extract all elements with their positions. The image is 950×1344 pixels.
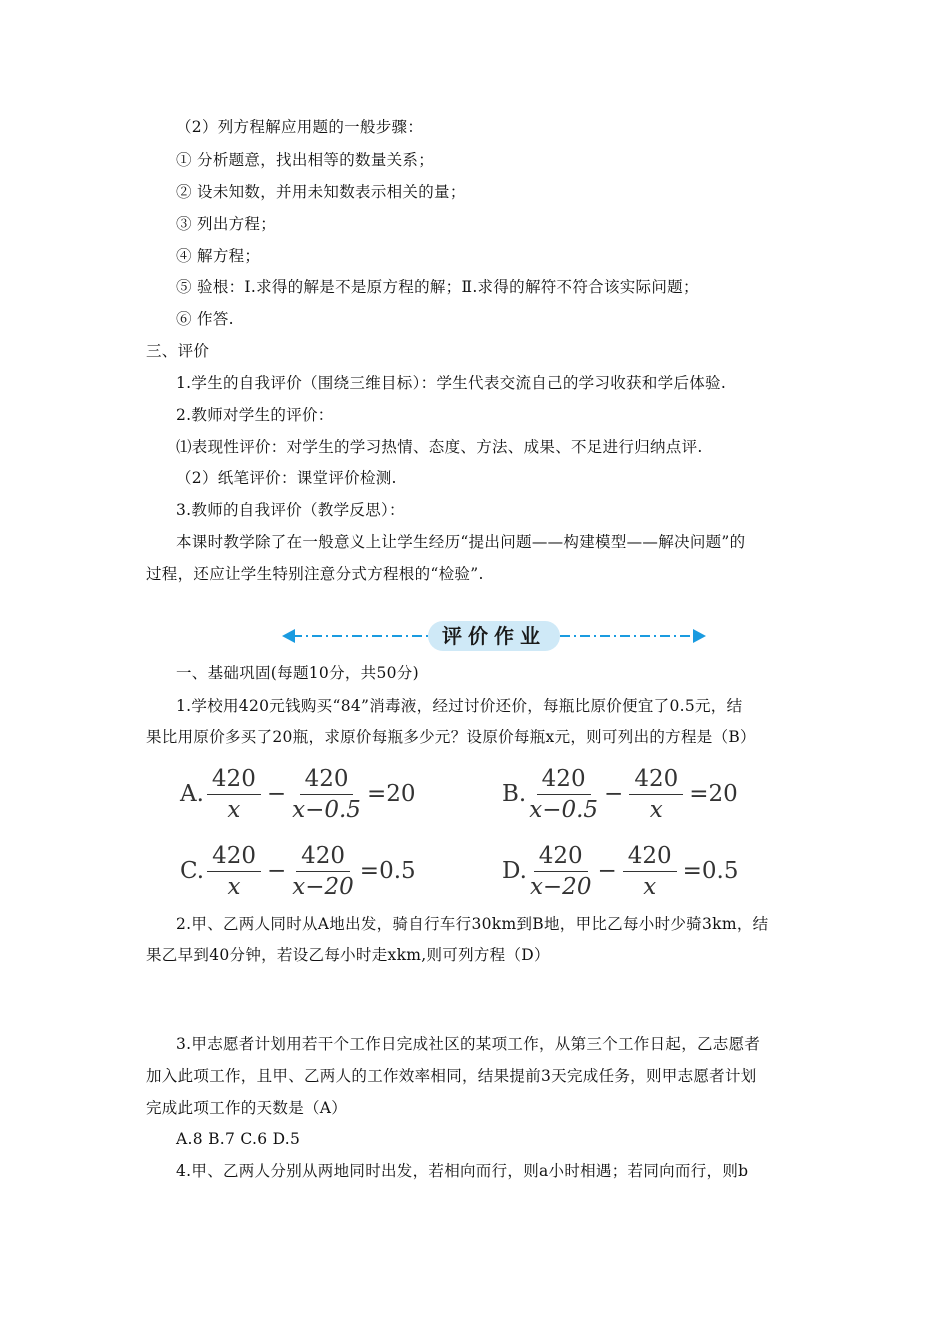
numerator: 420 [534, 843, 588, 872]
numerator: 420 [207, 843, 261, 872]
minus-sign: − [597, 858, 617, 884]
option-c [180, 836, 419, 906]
denominator-text: x [227, 873, 241, 900]
minus-sign: − [266, 781, 287, 807]
numerator: 420 [629, 766, 683, 795]
banner-title: 评价作业 [442, 624, 546, 648]
fraction [530, 843, 592, 900]
denominator [650, 795, 663, 823]
step-item: ② 设未知数，并用未知数表示相关的量； [176, 183, 466, 201]
step-item: ③ 列出方程； [176, 215, 277, 233]
equation-rhs: =20 [689, 781, 738, 807]
step-item: ④ 解方程； [176, 247, 261, 265]
fraction [629, 766, 683, 823]
denominator-text: x−20 [292, 873, 354, 900]
equation-rhs: =0.5 [682, 858, 739, 884]
denominator [292, 872, 354, 900]
denominator-text: x [643, 873, 657, 900]
step-item: ⑥ 作答. [176, 310, 234, 328]
option-b [502, 759, 741, 829]
equation-rhs: =0.5 [359, 858, 416, 884]
fraction [623, 843, 677, 900]
denominator-text: x [227, 796, 241, 823]
denominator [530, 872, 592, 900]
reflection-text: 本课时教学除了在一般意义上让学生经历“提出问题——构建模型——解决问题”的 [176, 533, 746, 551]
denominator [228, 872, 241, 900]
evaluation-line: 1.学生的自我评价（围绕三维目标）：学生代表交流自己的学习收获和学后体验. [176, 374, 727, 392]
denominator [643, 872, 656, 900]
homework-section-heading: 一、基础巩固(每题10分，共50分) [176, 664, 419, 682]
numerator: 420 [537, 766, 591, 795]
evaluation-line: ⑴表现性评价：对学生的学习热情、态度、方法、成果、不足进行归纳点评. [176, 438, 703, 456]
question-3-text: 加入此项工作，且甲、乙两人的工作效率相同，结果提前3天完成任务，则甲志愿者计划 [146, 1067, 757, 1085]
fraction [292, 843, 354, 900]
numerator: 420 [623, 843, 677, 872]
equation-rhs: =20 [366, 781, 416, 807]
evaluation-line: 3.教师的自我评价（教学反思）： [176, 501, 405, 519]
option-label: C. [180, 858, 205, 884]
question-3-text: 3.甲志愿者计划用若干个工作日完成社区的某项工作，从第三个工作日起，乙志愿者 [176, 1035, 761, 1053]
evaluation-line: （2）纸笔评价：课堂评价检测. [176, 469, 397, 487]
step-item: ① 分析题意，找出相等的数量关系； [176, 151, 435, 169]
option-label: B. [502, 781, 527, 807]
question-1-text: 果比用原价多买了20瓶，求原价每瓶多少元？设原价每瓶x元，则可列出的方程是（B） [146, 728, 756, 746]
fraction [292, 766, 361, 823]
homework-banner [282, 616, 706, 656]
numerator: 420 [296, 843, 350, 872]
reflection-text: 过程，还应让学生特别注意分式方程根的“检验”. [146, 565, 484, 583]
numerator: 420 [300, 766, 354, 795]
denominator [292, 795, 361, 823]
question-2-text: 2.甲、乙两人同时从A地出发，骑自行车行30km到B地，甲比乙每小时少骑3km，结 [176, 915, 769, 933]
evaluation-heading: 三、评价 [146, 342, 210, 360]
denominator [227, 795, 240, 823]
question-3-choices: A.8 B.7 C.6 D.5 [176, 1130, 301, 1148]
denominator-text: x−0.5 [529, 796, 599, 823]
option-d [502, 836, 742, 906]
evaluation-line: 2.教师对学生的评价： [176, 406, 334, 424]
fraction [207, 766, 261, 823]
denominator-text: x−20 [529, 873, 592, 900]
fraction [207, 843, 261, 900]
minus-sign: − [267, 858, 287, 884]
denominator-text: x−0.5 [292, 796, 361, 823]
denominator [529, 795, 598, 823]
numerator: 420 [207, 766, 261, 795]
denominator-text: x [649, 796, 663, 823]
question-2-text: 果乙早到40分钟，若设乙每小时走xkm,则可列方程（D） [146, 946, 550, 964]
steps-heading: （2）列方程解应用题的一般步骤： [176, 118, 424, 136]
fraction [529, 766, 598, 823]
option-label: D. [502, 858, 527, 884]
minus-sign: − [604, 781, 624, 807]
option-a [180, 759, 418, 829]
step-item: ⑤ 验根：Ⅰ.求得的解是不是原方程的解；Ⅱ.求得的解符不符合该实际问题； [176, 278, 699, 296]
question-3-text: 完成此项工作的天数是（A） [146, 1099, 348, 1117]
question-4-text: 4.甲、乙两人分别从两地同时出发，若相向而行，则a小时相遇；若同向而行，则b [176, 1162, 749, 1180]
question-1-text: 1.学校用420元钱购买“84”消毒液，经过讨价还价，每瓶比原价便宜了0.5元，结 [176, 697, 743, 715]
option-label: A. [180, 781, 204, 807]
